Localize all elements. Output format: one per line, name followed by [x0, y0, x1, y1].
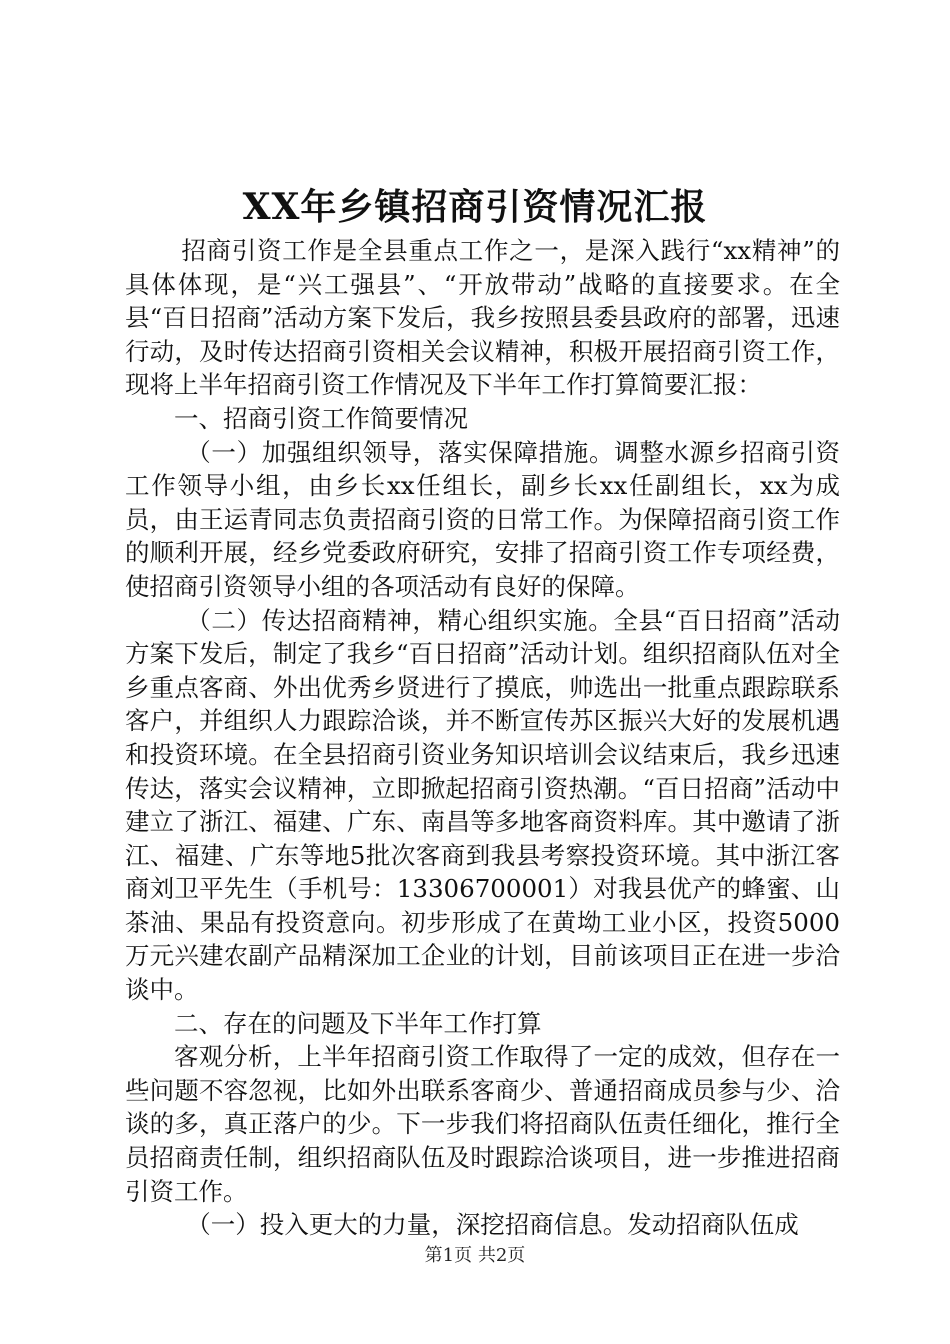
subsection-paragraph-1-1: （一）加强组织领导，落实保障措施。调整水源乡招商引资工作领导小组，由乡长xx任组长，副乡长xx任副组长，xx为成员，由王运青同志负责招商引资的日常工作。为保障招商引资工作的顺利开展，经乡党委政府研究，安排了招商引资工作专项经费，使招商引资领导小组的各项活动有良好的保障。: [125, 437, 840, 601]
subsection-paragraph-1-2: （二）传达招商精神，精心组织实施。全县“百日招商”活动方案下发后，制定了我乡“百日招商”活动计划。组织招商队伍对全乡重点客商、外出优秀乡贤进行了摸底，帅选出一批重点跟踪联系客户，并组织人力跟踪洽谈，并不断宣传苏区振兴大好的发展机遇和投资环境。在全县招商引资业务知识培训会议结束后，我乡迅速传达，落实会议精神，立即掀起招商引资热潮。“百日招商”活动中建立了浙江、福建、广东、南昌等多地客商资料库。其中邀请了浙江、福建、广东等地5批次客商到我县考察投资环境。其中浙江客商刘卫平先生（手机号：13306700001）对我县优产的蜂蜜、山茶油、果品有投资意向。初步形成了在黄坳工业小区，投资5000万元兴建农副产品精深加工企业的计划，目前该项目正在进一步洽谈中。: [125, 605, 840, 1005]
analysis-paragraph: 客观分析，上半年招商引资工作取得了一定的成效，但存在一些问题不容忽视，比如外出联系客商少、普通招商成员参与少、洽谈的多，真正落户的少。下一步我们将招商队伍责任细化，推行全员招商责任制，组织招商队伍及时跟踪洽谈项目，进一步推进招商引资工作。: [125, 1042, 840, 1206]
subsection-paragraph-2-1: （一）投入更大的力量，深挖招商信息。发动招商队伍成: [186, 1210, 799, 1240]
intro-paragraph: 招商引资工作是全县重点工作之一，是深入践行“xx精神”的具体体现，是“兴工强县”、“开放带动”战略的直接要求。在全县“百日招商”活动方案下发后，我乡按照县委县政府的部署，迅速行动，及时传达招商引资相关会议精神，积极开展招商引资工作，现将上半年招商引资工作情况及下半年工作打算简要汇报：: [125, 236, 840, 400]
page-number-footer: 第1页 共2页: [424, 1245, 526, 1266]
document-body: [125, 234, 840, 1242]
section-heading-1: 一、招商引资工作简要情况: [174, 403, 468, 433]
section-heading-2: 二、存在的问题及下半年工作打算: [174, 1008, 542, 1038]
document-title: XX年乡镇招商引资情况汇报: [242, 186, 708, 228]
